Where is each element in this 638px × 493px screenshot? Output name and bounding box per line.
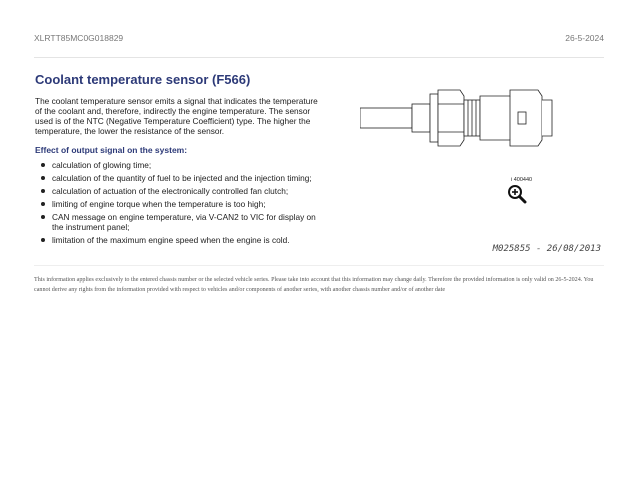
bullet-icon — [41, 163, 45, 167]
list-item: calculation of actuation of the electronically controlled fan clutch; — [35, 186, 325, 196]
list-item: calculation of the quantity of fuel to be injected and the injection timing; — [35, 173, 325, 183]
figure-id: i 400440 — [511, 177, 533, 183]
section-title: Coolant temperature sensor (F566) — [35, 72, 251, 87]
list-item: CAN message on engine temperature, via V-CAN2 to VIC for display on the instrument panel; — [35, 212, 325, 232]
bullet-icon — [41, 189, 45, 193]
footer-divider — [34, 265, 604, 266]
effects-list — [35, 157, 325, 245]
print-date: 26-5-2024 — [565, 33, 604, 43]
figure-caption: M025855 - 26/08/2013 — [492, 244, 601, 254]
header-divider — [34, 57, 604, 58]
bullet-icon — [41, 238, 45, 242]
bullet-icon — [41, 202, 45, 206]
bullet-icon — [41, 215, 45, 219]
disclaimer-text: This information applies exclusively to the entered chassis number or the selected vehicle series. Please take into account that this information may change daily. Therefore the provided information is only valid on 26-5-2024. You cannot derive any rights from the information provided with respect to vehicles and/or components of another series, with another chassis number and/or of another date — [34, 277, 594, 293]
intro-paragraph: The coolant temperature sensor emits a signal that indicates the temperature of the coolant and, therefore, indirectly the engine temperature. The sensor used is of the NTC (Negative Temperature Coefficient) type. The higher the temperature, the lower the resistance of the sensor. — [35, 96, 318, 136]
list-item: limiting of engine torque when the temperature is too high; — [35, 199, 325, 209]
bullet-icon — [41, 176, 45, 180]
list-item: limitation of the maximum engine speed when the engine is cold. — [35, 235, 325, 245]
effects-heading: Effect of output signal on the system: — [35, 145, 188, 155]
zoom-in-icon[interactable] — [507, 184, 527, 204]
sensor-illustration — [360, 82, 560, 162]
chassis-number: XLRTT85MC0G018829 — [34, 33, 124, 43]
list-item: calculation of glowing time; — [35, 160, 325, 170]
